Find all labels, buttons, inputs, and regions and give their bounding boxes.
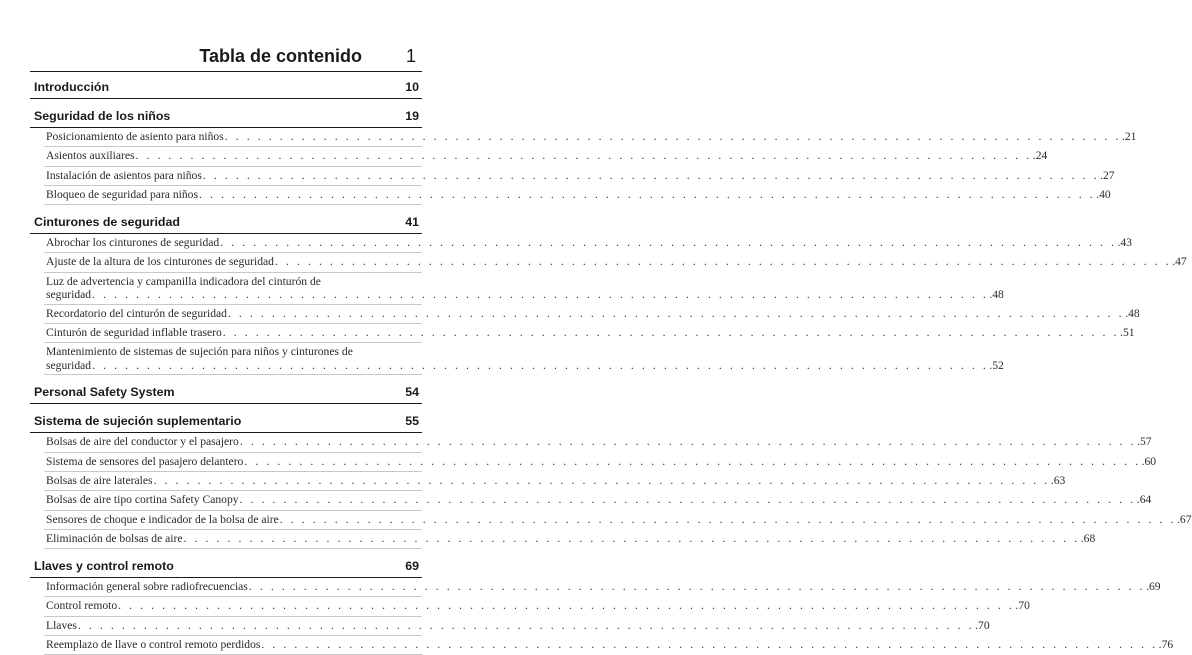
- dot-leader: . . . . . . . . . . . . . . . . . . . . . . . . . . . . . . . . . . . . . . . . . . . . . . . . . . . . . . . . . . . . . . . . . . . . . . . . . . . . . . . . . .: [244, 454, 1141, 468]
- entry-text-line1: Mantenimiento de sistemas de sujeción para niños y cinturones de: [46, 345, 353, 359]
- entry-text: Cinturón de seguridad inflable trasero: [46, 326, 222, 340]
- toc-section: [30, 381, 422, 404]
- entry-text: Reemplazo de llave o control remoto perdidos: [46, 638, 261, 652]
- entry-page-number: .43: [1117, 236, 1132, 250]
- page-number: 1: [405, 46, 416, 66]
- entry-text: Asientos auxiliares: [46, 149, 135, 163]
- section-heading[interactable]: [30, 555, 422, 578]
- entry-page-number: .70: [1015, 599, 1030, 613]
- toc-entry[interactable]: [44, 578, 1161, 597]
- toc-section: [30, 76, 422, 99]
- toc-section: [30, 211, 1187, 375]
- entry-text: Bolsas de aire tipo cortina Safety Canopy: [46, 493, 239, 507]
- entry-text: Posicionamiento de asiento para niños: [46, 130, 224, 143]
- entry-text: Instalación de asientos para niños: [46, 168, 202, 182]
- entry-text: Control remoto: [46, 599, 118, 613]
- dot-leader: . . . . . . . . . . . . . . . . . . . . . . . . . . . . . . . . . . . . . . . . . . . . . . . . . . . . . . . . . . . . . . . . . . . . . . . . . . . . . . . . . .: [274, 255, 1172, 269]
- toc-entry[interactable]: [44, 234, 1132, 253]
- entry-text-line1: Luz de advertencia y campanilla indicadora del cinturón de: [46, 274, 321, 288]
- entry-page-number: .76: [1158, 638, 1174, 652]
- section-title: Sistema de sujeción suplementario: [34, 414, 242, 429]
- table-of-contents: [30, 74, 1192, 655]
- entry-page-number: .63: [1050, 473, 1066, 487]
- entry-page-number: .52: [989, 358, 1004, 372]
- dot-leader: . . . . . . . . . . . . . . . . . . . . . . . . . . . . . . . . . . . . . . . . . . . . . . . . . . . . . . . . . . . . . . . . . . . . . . . . . . . . . . . . . .: [261, 638, 1158, 652]
- section-page-number: 41: [405, 215, 419, 230]
- dot-leader: . . . . . . . . . . . . . . . . . . . . . . . . . . . . . . . . . . . . . . . . . . . . . . . . . . . . . . . . . . . . . . . . . . . . . . . . . . . . . . . . . .: [198, 187, 1096, 201]
- page-title: Tabla de contenido: [199, 46, 362, 66]
- entry-text: Información general sobre radiofrecuencias: [46, 580, 248, 594]
- entry-text: seguridad: [46, 358, 92, 372]
- entry-page-number: .69: [1146, 580, 1161, 594]
- dot-leader: . . . . . . . . . . . . . . . . . . . . . . . . . . . . . . . . . . . . . . . . . . . . . . . . . . . . . . . . . . . . . . . . . . . . . . . . . . . . . . . . . .: [220, 236, 1117, 250]
- toc-entry[interactable]: [44, 167, 1115, 186]
- section-page-number: 55: [405, 414, 419, 429]
- entry-text: Sistema de sensores del pasajero delantero: [46, 454, 244, 468]
- toc-entry[interactable]: [44, 305, 1140, 324]
- entry-text: Bolsas de aire laterales: [46, 473, 153, 487]
- entry-text: Bolsas de aire del conductor y el pasajero: [46, 435, 239, 449]
- entry-page-number: .64: [1136, 493, 1152, 507]
- section-title: Personal Safety System: [34, 385, 175, 400]
- section-heading[interactable]: [30, 211, 422, 234]
- toc-entry[interactable]: [44, 186, 1111, 205]
- dot-leader: . . . . . . . . . . . . . . . . . . . . . . . . . . . . . . . . . . . . . . . . . . . . . . . . . . . . . . . . . . . . . . . . . . . . . . . . . . . . . . . . . .: [248, 580, 1146, 594]
- section-page-number: 54: [405, 385, 419, 400]
- toc-entry[interactable]: [44, 472, 1066, 491]
- section-title: Llaves y control remoto: [34, 559, 174, 574]
- toc-entry[interactable]: [44, 324, 1135, 343]
- entry-page-number: .21: [1121, 130, 1137, 143]
- dot-leader: . . . . . . . . . . . . . . . . . . . . . . . . . . . . . . . . . . . . . . . . . . . . . . . . . . . . . . . . . . . . . . . . . . . . . . . . . . . . . . . . . .: [279, 512, 1177, 526]
- section-page-number: 10: [405, 80, 419, 94]
- entry-page-number: .51: [1120, 326, 1135, 340]
- toc-section: [30, 410, 1192, 549]
- dot-leader: . . . . . . . . . . . . . . . . . . . . . . . . . . . . . . . . . . . . . . . . . . . . . . . . . . . . . . . . . . . . . . . . . . . . . . . . . . . . . . . . . .: [153, 473, 1050, 487]
- section-page-number: 69: [405, 559, 419, 574]
- toc-entry[interactable]: [44, 147, 1048, 166]
- dot-leader: . . . . . . . . . . . . . . . . . . . . . . . . . . . . . . . . . . . . . . . . . . . . . . . . . . . . . . . . . . . . . . . . . . . . . . . . . . . . . . . . . .: [239, 493, 1136, 507]
- dot-leader: . . . . . . . . . . . . . . . . . . . . . . . . . . . . . . . . . . . . . . . . . . . . . . . . . . . . . . . . . . . . . . . . . . . . . . . . . . . . . . . . . .: [135, 149, 1032, 163]
- toc-entry[interactable]: [44, 128, 1137, 147]
- entry-text: Abrochar los cinturones de seguridad: [46, 236, 220, 250]
- dot-leader: . . . . . . . . . . . . . . . . . . . . . . . . . . . . . . . . . . . . . . . . . . . . . . . . . . . . . . . . . . . . . . . . . . . . . . . . . . . . . . . . . .: [77, 618, 975, 632]
- toc-entry[interactable]: [44, 253, 1187, 272]
- entry-text: Sensores de choque e indicador de la bolsa de aire: [46, 512, 279, 526]
- entry-page-number: .67: [1177, 512, 1192, 526]
- entry-page-number: .24: [1032, 149, 1048, 163]
- entry-page-number: .60: [1141, 454, 1157, 468]
- dot-leader: . . . . . . . . . . . . . . . . . . . . . . . . . . . . . . . . . . . . . . . . . . . . . . . . . . . . . . . . . . . . . . . . . . . . . . . . . . . . . . . . . .: [239, 435, 1137, 449]
- toc-entry[interactable]: [44, 491, 1152, 510]
- dot-leader: . . . . . . . . . . . . . . . . . . . . . . . . . . . . . . . . . . . . . . . . . . . . . . . . . . . . . . . . . . . . . . . . . . . . . . . . . . . . . . . . . .: [92, 358, 989, 372]
- entry-page-number: .48: [1125, 306, 1140, 320]
- dot-leader: . . . . . . . . . . . . . . . . . . . . . . . . . . . . . . . . . . . . . . . . . . . . . . . . . . . . . . . . . . . . . . . . . . . . . . . . . . . . . . . . . .: [118, 599, 1015, 613]
- entry-page-number: .70: [975, 618, 990, 632]
- entry-text: Eliminación de bolsas de aire: [46, 531, 183, 545]
- page-header: [30, 46, 422, 72]
- entry-text: Recordatorio del cinturón de seguridad: [46, 306, 227, 320]
- section-title: Seguridad de los niños: [34, 109, 171, 123]
- dot-leader: . . . . . . . . . . . . . . . . . . . . . . . . . . . . . . . . . . . . . . . . . . . . . . . . . . . . . . . . . . . . . . . . . . . . . . . . . . . . . . . . . .: [227, 306, 1125, 320]
- section-heading[interactable]: [30, 76, 422, 99]
- dot-leader: . . . . . . . . . . . . . . . . . . . . . . . . . . . . . . . . . . . . . . . . . . . . . . . . . . . . . . . . . . . . . . . . . . . . . . . . . . . . . . . . . .: [92, 288, 989, 302]
- section-page-number: 19: [405, 109, 419, 123]
- entry-page-number: .27: [1100, 168, 1115, 182]
- section-heading[interactable]: [30, 410, 422, 433]
- entry-text: Llaves: [46, 618, 77, 632]
- toc-entry[interactable]: [44, 597, 1030, 616]
- section-title: Introducción: [34, 80, 110, 94]
- dot-leader: . . . . . . . . . . . . . . . . . . . . . . . . . . . . . . . . . . . . . . . . . . . . . . . . . . . . . . . . . . . . . . . . . . . . . . . . . . . . . . . . . .: [224, 130, 1121, 143]
- section-heading[interactable]: [30, 381, 422, 404]
- toc-section: [30, 105, 1137, 205]
- toc-entry[interactable]: [44, 453, 1157, 472]
- toc-section: [30, 555, 1174, 655]
- entry-text: Ajuste de la altura de los cinturones de seguridad: [46, 255, 274, 269]
- entry-page-number: .57: [1137, 435, 1152, 449]
- dot-leader: . . . . . . . . . . . . . . . . . . . . . . . . . . . . . . . . . . . . . . . . . . . . . . . . . . . . . . . . . . . . . . . . . . . . . . . . . . . . . . . . . .: [183, 531, 1080, 545]
- entry-page-number: .48: [989, 288, 1004, 302]
- toc-entry[interactable]: [44, 617, 990, 636]
- dot-leader: . . . . . . . . . . . . . . . . . . . . . . . . . . . . . . . . . . . . . . . . . . . . . . . . . . . . . . . . . . . . . . . . . . . . . . . . . . . . . . . . . .: [222, 326, 1120, 340]
- toc-entry[interactable]: [44, 511, 1192, 530]
- dot-leader: . . . . . . . . . . . . . . . . . . . . . . . . . . . . . . . . . . . . . . . . . . . . . . . . . . . . . . . . . . . . . . . . . . . . . . . . . . . . . . . . . .: [202, 168, 1100, 182]
- section-title: Cinturones de seguridad: [34, 215, 180, 230]
- entry-text: seguridad: [46, 288, 92, 302]
- entry-text: Bloqueo de seguridad para niños: [46, 187, 198, 201]
- toc-entry[interactable]: [44, 636, 1174, 655]
- section-heading[interactable]: [30, 105, 422, 128]
- toc-entry[interactable]: [44, 343, 1004, 375]
- toc-entry[interactable]: [44, 433, 1152, 452]
- toc-entry[interactable]: [44, 530, 1096, 549]
- toc-entry[interactable]: [44, 273, 1004, 305]
- entry-page-number: .68: [1080, 531, 1096, 545]
- entry-page-number: .47: [1172, 255, 1187, 269]
- entry-page-number: .40: [1096, 187, 1111, 201]
